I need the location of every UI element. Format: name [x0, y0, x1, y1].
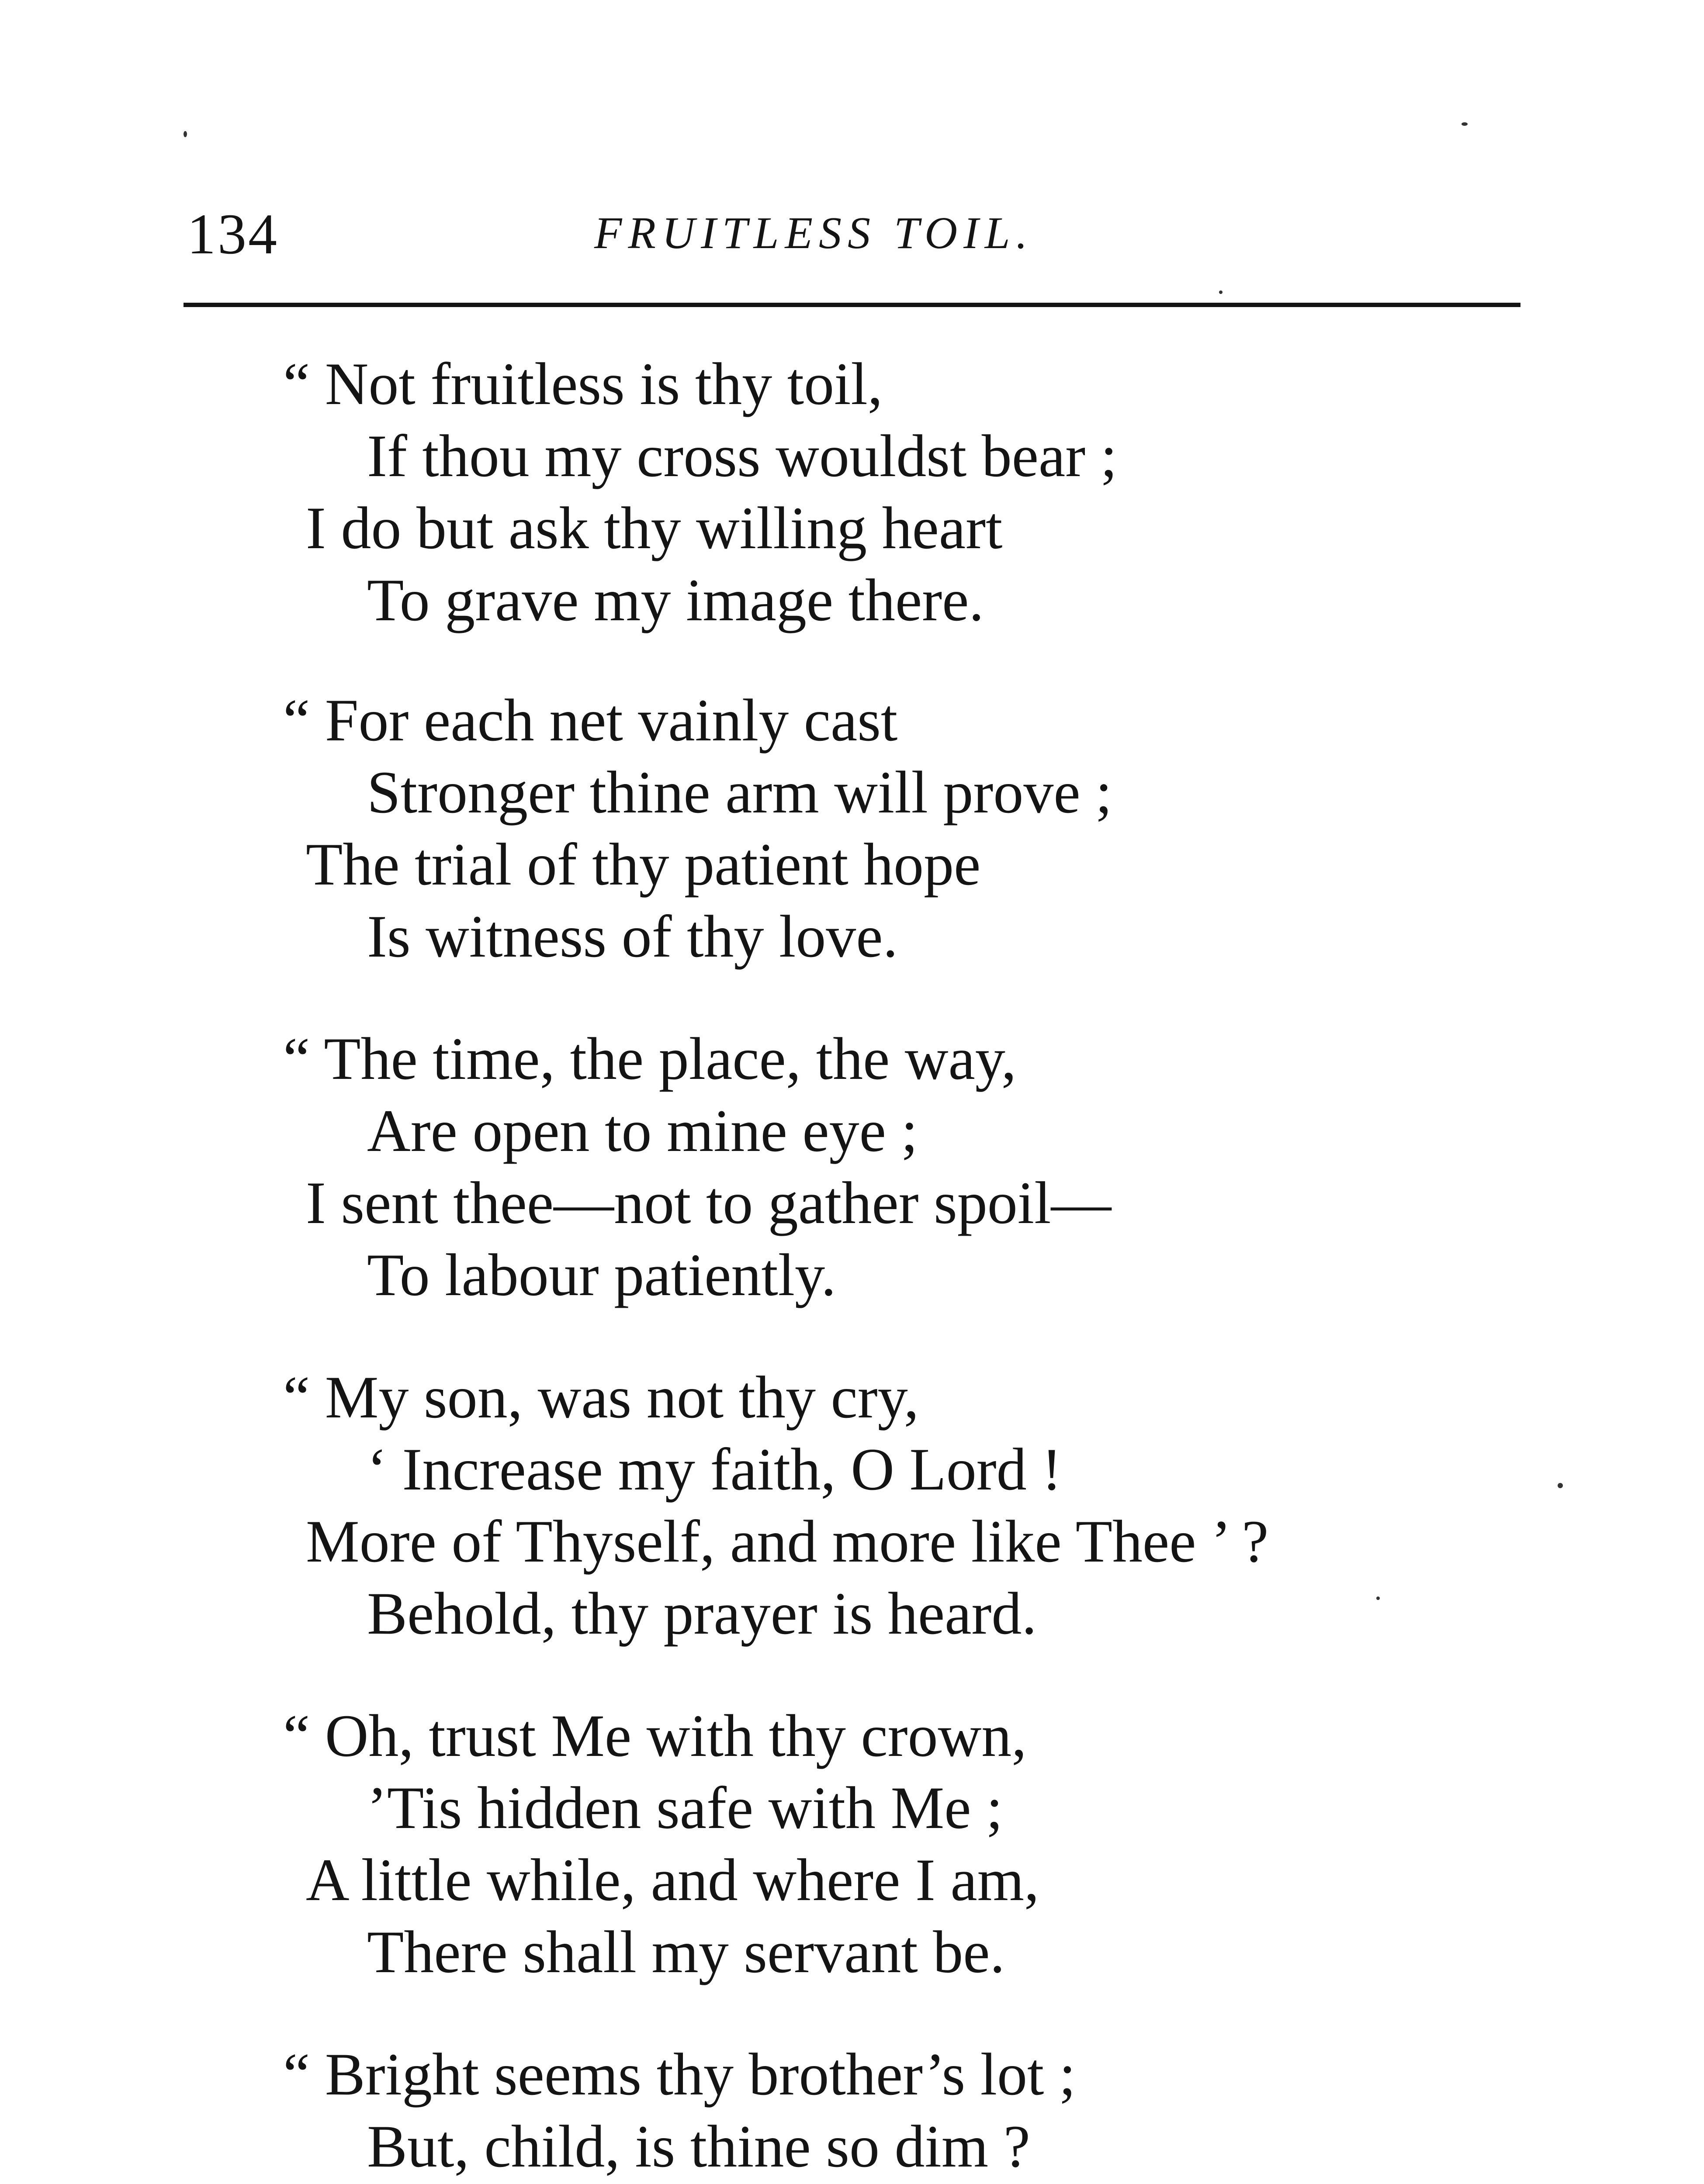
poem-line: “ Not fruitless is thy toil,	[283, 350, 883, 417]
poem-line: ’Tis hidden safe with Me ;	[367, 1774, 1003, 1841]
poem-line: Are open to mine eye ;	[367, 1097, 918, 1164]
poem-line: ‘ Increase my faith, O Lord !	[367, 1436, 1062, 1503]
poem-line: More of Thyself, and more like Thee ’ ?	[306, 1508, 1269, 1575]
page-number: 134	[187, 202, 279, 266]
poem-line: Behold, thy prayer is heard.	[367, 1580, 1037, 1647]
poem-line: Stronger thine arm will prove ;	[367, 759, 1112, 826]
speck-mark	[184, 131, 187, 137]
poem-line: But, child, is thine so dim ?	[367, 2113, 1030, 2180]
poem-line: Is witness of thy love.	[367, 903, 898, 970]
poem-line: “ The time, the place, the way,	[283, 1025, 1017, 1092]
poem-line: “ For each net vainly cast	[283, 687, 898, 753]
poem-line: “ My son, was not thy cry,	[283, 1364, 919, 1431]
running-title: FRUITLESS TOIL.	[594, 208, 1034, 258]
poem-line: The trial of thy patient hope	[306, 831, 981, 898]
poem-line: “ Bright seems thy brother’s lot ;	[283, 2041, 1076, 2108]
poem-line: There shall my servant be.	[367, 1918, 1005, 1985]
speck-mark	[1219, 290, 1223, 294]
poem-line: To grave my image there.	[367, 567, 984, 633]
poem-line: “ Oh, trust Me with thy crown,	[283, 1702, 1027, 1769]
poem-line: I do but ask thy willing heart	[306, 494, 1003, 561]
poem-line: I sent thee—not to gather spoil—	[306, 1169, 1112, 1236]
speck-mark	[1558, 1483, 1563, 1488]
poem-line: A little while, and where I am,	[306, 1846, 1039, 1913]
poem-line: To labour patiently.	[367, 1241, 836, 1308]
speck-mark	[1376, 1597, 1380, 1600]
poem-line: If thou my cross wouldst bear ;	[367, 422, 1118, 489]
speck-mark	[1462, 122, 1468, 126]
